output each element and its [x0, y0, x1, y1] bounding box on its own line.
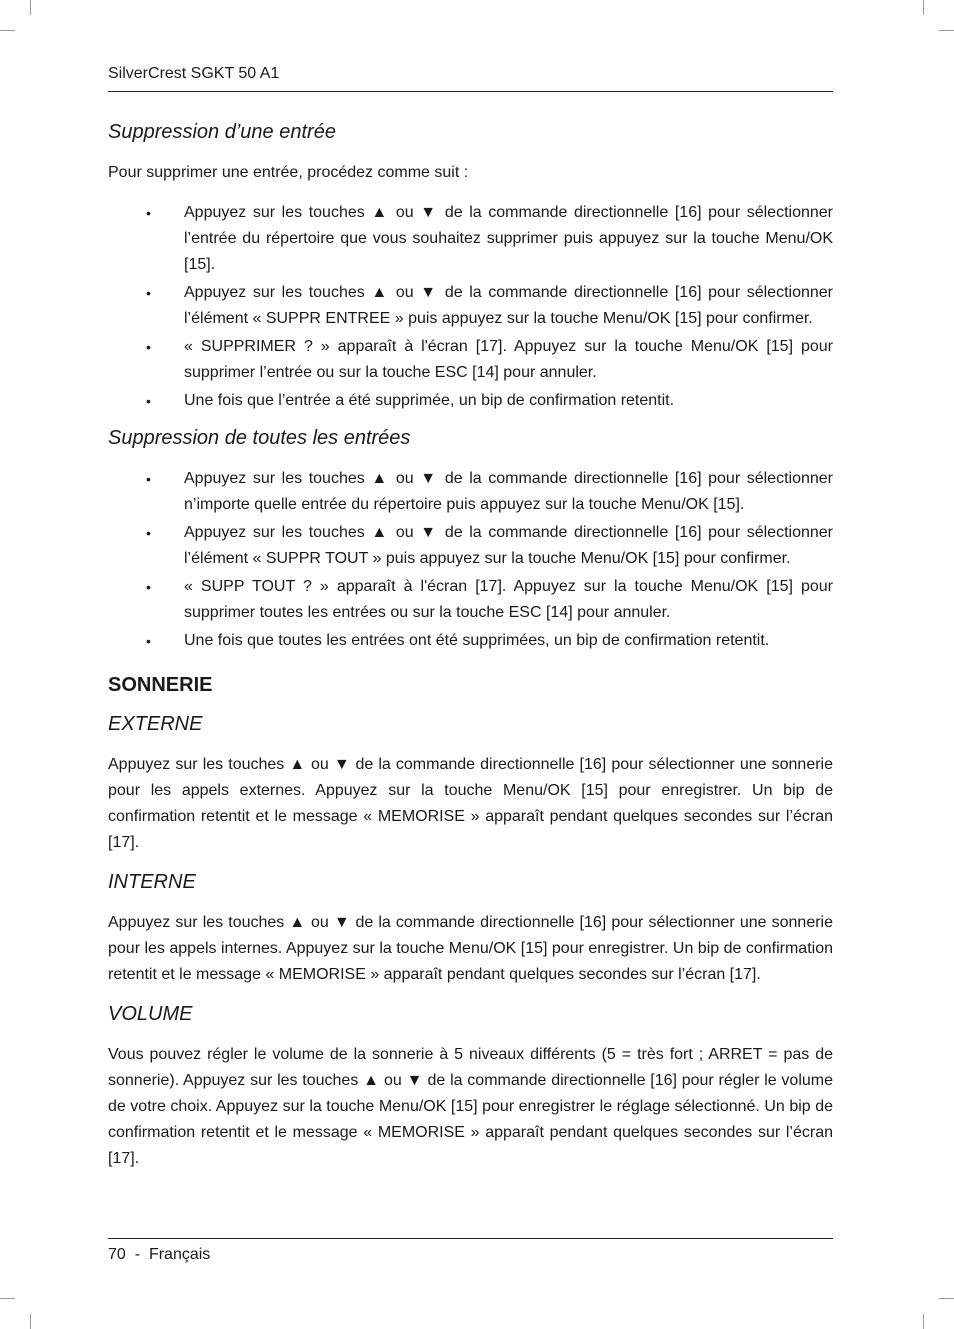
- heading-volume: VOLUME: [108, 1003, 193, 1025]
- crop-mark: [923, 0, 924, 15]
- crop-mark: [30, 1314, 31, 1329]
- heading-delete-all: Suppression de toutes les entrées: [108, 427, 411, 449]
- page-header: SilverCrest SGKT 50 A1: [108, 62, 833, 92]
- page-content: [108, 118, 833, 1184]
- crop-mark: [923, 1314, 924, 1329]
- list-delete-one: [108, 200, 833, 414]
- list-item: • Appuyez sur les touches ▲ ou ▼ de la commande directionnelle [16] pour sélectionner l’élément « SUPPR ENTREE » puis appuyez sur la touche Menu/OK [15] pour confirmer.: [108, 280, 833, 332]
- bullet-icon: •: [146, 525, 151, 541]
- bullet-icon: •: [146, 579, 151, 595]
- bullet-icon: •: [146, 205, 151, 221]
- bullet-icon: •: [146, 339, 151, 355]
- paragraph-interne: Appuyez sur les touches ▲ ou ▼ de la commande directionnelle [16] pour sélectionner une sonnerie pour les appels internes. Appuyez sur la touche Menu/OK [15] pour enregistrer. Un bip de confirmation retentit et le message « MEMORISE » apparaît pendant quelques secondes sur l’écran [17].: [108, 914, 833, 983]
- document-page: [108, 62, 833, 1272]
- footer-separator: -: [134, 1246, 141, 1263]
- page-footer: [108, 1238, 833, 1267]
- crop-mark: [0, 30, 15, 31]
- page-number: 70: [108, 1246, 126, 1263]
- bullet-icon: •: [146, 633, 151, 649]
- list-item: • « SUPPRIMER ? » apparaît à l'écran [17]. Appuyez sur la touche Menu/OK [15] pour supprimer l’entrée ou sur la touche ESC [14] pour annuler.: [108, 334, 833, 386]
- list-item: • Appuyez sur les touches ▲ ou ▼ de la commande directionnelle [16] pour sélectionner l’entrée du répertoire que vous souhaitez supprimer puis appuyez sur la touche Menu/OK [15].: [108, 200, 833, 278]
- heading-delete-one: Suppression d’une entrée: [108, 121, 336, 143]
- crop-mark: [939, 30, 954, 31]
- list-delete-all: [108, 466, 833, 654]
- section-title-sonnerie: SONNERIE: [108, 674, 213, 696]
- bullet-icon: •: [146, 393, 151, 409]
- heading-interne: INTERNE: [108, 871, 196, 893]
- crop-mark: [0, 1298, 15, 1299]
- list-item: • Appuyez sur les touches ▲ ou ▼ de la commande directionnelle [16] pour sélectionner n’importe quelle entrée du répertoire puis appuyez sur la touche Menu/OK [15].: [108, 466, 833, 518]
- intro-paragraph: Pour supprimer une entrée, procédez comme suit :: [108, 164, 469, 181]
- heading-externe: EXTERNE: [108, 713, 203, 735]
- crop-mark: [30, 0, 31, 15]
- bullet-icon: •: [146, 471, 151, 487]
- list-item: • Une fois que toutes les entrées ont été supprimées, un bip de confirmation retentit.: [108, 628, 833, 654]
- list-item: • « SUPP TOUT ? » apparaît à l'écran [17]. Appuyez sur la touche Menu/OK [15] pour supprimer toutes les entrées ou sur la touche ESC [14] pour annuler.: [108, 574, 833, 626]
- paragraph-volume: Vous pouvez régler le volume de la sonnerie à 5 niveaux différents (5 = très fort ; ARRET = pas de sonnerie). Appuyez sur les touches ▲ ou ▼ de la commande directionnelle [16] pour régler le volume de votre choix. Appuyez sur la touche Menu/OK [15] pour enregistrer le réglage sélectionné. Un bip de confirmation retentit et le message « MEMORISE » apparaît pendant quelques secondes sur l’écran [17].: [108, 1046, 833, 1167]
- list-item: • Appuyez sur les touches ▲ ou ▼ de la commande directionnelle [16] pour sélectionner l’élément « SUPPR TOUT » puis appuyez sur la touche Menu/OK [15] pour confirmer.: [108, 520, 833, 572]
- crop-mark: [939, 1298, 954, 1299]
- paragraph-externe: Appuyez sur les touches ▲ ou ▼ de la commande directionnelle [16] pour sélectionner une sonnerie pour les appels externes. Appuyez sur la touche Menu/OK [15] pour enregistrer. Un bip de confirmation retentit et le message « MEMORISE » apparaît pendant quelques secondes sur l’écran [17].: [108, 756, 833, 851]
- bullet-icon: •: [146, 285, 151, 301]
- footer-language: Français: [148, 1246, 211, 1263]
- list-item: • Une fois que l’entrée a été supprimée, un bip de confirmation retentit.: [108, 388, 833, 414]
